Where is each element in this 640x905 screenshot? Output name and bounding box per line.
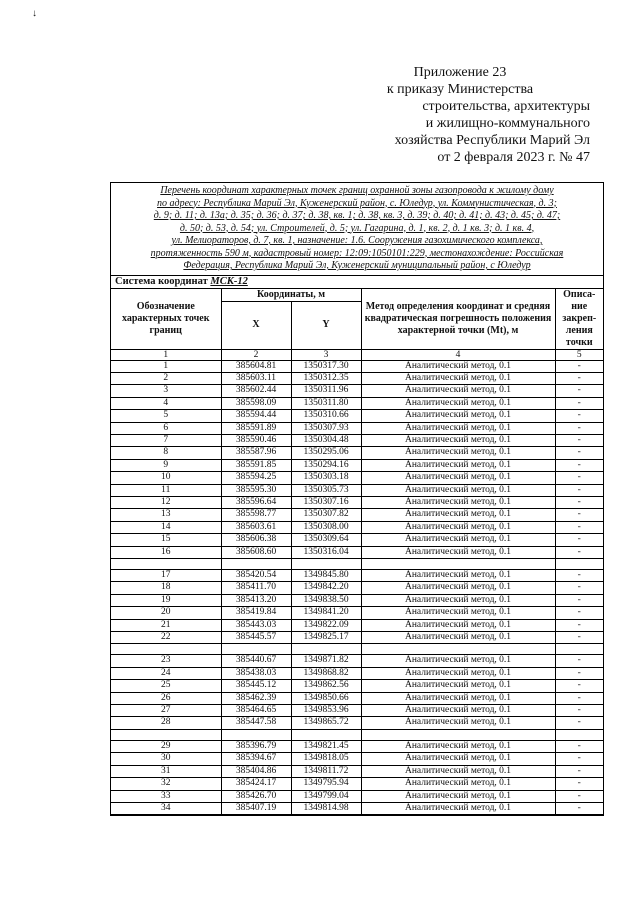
method-cell: Аналитический метод, 0.1 [361, 534, 555, 546]
y-coord-cell: 1350308.00 [291, 521, 361, 533]
method-cell: Аналитический метод, 0.1 [361, 434, 555, 446]
table-row [111, 397, 603, 409]
empty-cell [291, 644, 361, 655]
empty-cell [361, 559, 555, 570]
table-row [111, 410, 603, 422]
description-cell: - [555, 607, 603, 619]
y-coord-cell: 1350307.82 [291, 509, 361, 521]
table-row [111, 484, 603, 496]
col-description-header: Описа-ние закреп-ления точки [555, 289, 603, 350]
x-coord-cell: 385594.25 [221, 472, 291, 484]
x-coord-cell: 385598.77 [221, 509, 291, 521]
method-cell: Аналитический метод, 0.1 [361, 619, 555, 631]
description-cell: - [555, 778, 603, 790]
empty-cell [361, 729, 555, 740]
coordinate-system-value: МСК-12 [210, 275, 248, 287]
x-coord-cell: 385462.39 [221, 692, 291, 704]
col-point-header: Обозначение характерных точек границ [111, 289, 221, 350]
table-row [111, 765, 603, 777]
column-number: 1 [111, 349, 221, 360]
description-cell: - [555, 372, 603, 384]
method-cell: Аналитический метод, 0.1 [361, 655, 555, 667]
group-separator-row [111, 644, 603, 655]
col-coords-header: Координаты, м [221, 289, 361, 302]
point-id-cell: 1 [111, 360, 221, 372]
point-id-cell: 21 [111, 619, 221, 631]
x-coord-cell: 385413.20 [221, 594, 291, 606]
empty-cell [555, 729, 603, 740]
method-cell: Аналитический метод, 0.1 [361, 484, 555, 496]
appendix-line: от 2 февраля 2023 г. № 47 [437, 150, 590, 165]
point-id-cell: 3 [111, 385, 221, 397]
x-coord-cell: 385590.46 [221, 434, 291, 446]
list-title-line: Федерация, Республика Марий Эл, Куженерский муниципальный район, с Юледур [183, 260, 531, 271]
table-row [111, 534, 603, 546]
table-row [111, 385, 603, 397]
method-cell: Аналитический метод, 0.1 [361, 582, 555, 594]
description-cell: - [555, 717, 603, 729]
y-coord-cell: 1349842.20 [291, 582, 361, 594]
point-id-cell: 22 [111, 632, 221, 644]
coordinates-table [111, 289, 603, 816]
description-cell: - [555, 655, 603, 667]
x-coord-cell: 385606.38 [221, 534, 291, 546]
point-id-cell: 31 [111, 765, 221, 777]
x-coord-cell: 385602.44 [221, 385, 291, 397]
x-coord-cell: 385419.84 [221, 607, 291, 619]
x-coord-cell: 385447.58 [221, 717, 291, 729]
x-coord-cell: 385603.11 [221, 372, 291, 384]
table-row [111, 632, 603, 644]
method-cell: Аналитический метод, 0.1 [361, 594, 555, 606]
point-id-cell: 17 [111, 570, 221, 582]
x-coord-cell: 385440.67 [221, 655, 291, 667]
table-row [111, 655, 603, 667]
col-method-header: Метод определения координат и средняя квадратическая погрешность положения характерной точки (Mt), м [361, 289, 555, 350]
point-id-cell: 27 [111, 705, 221, 717]
x-coord-cell: 385587.96 [221, 447, 291, 459]
description-cell: - [555, 410, 603, 422]
method-cell: Аналитический метод, 0.1 [361, 753, 555, 765]
group-separator-row [111, 559, 603, 570]
point-id-cell: 13 [111, 509, 221, 521]
y-coord-cell: 1349795.94 [291, 778, 361, 790]
description-cell: - [555, 434, 603, 446]
method-cell: Аналитический метод, 0.1 [361, 410, 555, 422]
description-cell: - [555, 397, 603, 409]
y-coord-cell: 1349871.82 [291, 655, 361, 667]
description-cell: - [555, 459, 603, 471]
table-row [111, 509, 603, 521]
point-id-cell: 26 [111, 692, 221, 704]
y-coord-cell: 1350295.06 [291, 447, 361, 459]
y-coord-cell: 1350294.16 [291, 459, 361, 471]
method-cell: Аналитический метод, 0.1 [361, 717, 555, 729]
column-number: 3 [291, 349, 361, 360]
column-number: 2 [221, 349, 291, 360]
empty-cell [221, 729, 291, 740]
description-cell: - [555, 385, 603, 397]
y-coord-cell: 1350317.30 [291, 360, 361, 372]
point-id-cell: 16 [111, 546, 221, 558]
list-title-line: Перечень координат характерных точек границ охранной зоны газопровода к жилому дому [160, 185, 554, 196]
y-coord-cell: 1349868.82 [291, 667, 361, 679]
point-id-cell: 28 [111, 717, 221, 729]
description-cell: - [555, 447, 603, 459]
description-cell: - [555, 496, 603, 508]
x-coord-cell: 385396.79 [221, 740, 291, 752]
x-coord-cell: 385424.17 [221, 778, 291, 790]
point-id-cell: 30 [111, 753, 221, 765]
appendix-line: строительства, архитектуры [422, 99, 590, 114]
y-coord-cell: 1350316.04 [291, 546, 361, 558]
table-row [111, 434, 603, 446]
empty-cell [111, 729, 221, 740]
list-title-line: по адресу: Республика Марий Эл, Куженерский район, с. Юледур, ул. Коммунистическая, д. 3; [157, 197, 557, 209]
description-cell: - [555, 582, 603, 594]
method-cell: Аналитический метод, 0.1 [361, 521, 555, 533]
x-coord-cell: 385411.70 [221, 582, 291, 594]
coordinate-system-label: Система координат [115, 275, 208, 287]
empty-cell [221, 559, 291, 570]
method-cell: Аналитический метод, 0.1 [361, 705, 555, 717]
y-coord-cell: 1349818.05 [291, 753, 361, 765]
table-row [111, 790, 603, 802]
point-id-cell: 34 [111, 802, 221, 814]
point-id-cell: 7 [111, 434, 221, 446]
point-id-cell: 19 [111, 594, 221, 606]
point-id-cell: 15 [111, 534, 221, 546]
method-cell: Аналитический метод, 0.1 [361, 790, 555, 802]
y-coord-cell: 1349825.17 [291, 632, 361, 644]
y-coord-cell: 1349853.96 [291, 705, 361, 717]
x-coord-cell: 385407.19 [221, 802, 291, 814]
list-title-line: д. 9; д. 11; д. 13а; д. 35; д. 36; д. 37; д. 38, кв. 1; д. 38, кв. 3, д. 39; д. 40; д. 41; д. 43; д. 45; д. 47; [153, 210, 561, 221]
table-row [111, 496, 603, 508]
table-row [111, 667, 603, 679]
description-cell: - [555, 594, 603, 606]
point-id-cell: 5 [111, 410, 221, 422]
group-separator-row [111, 729, 603, 740]
table-row [111, 521, 603, 533]
y-coord-cell: 1349814.98 [291, 802, 361, 814]
method-cell: Аналитический метод, 0.1 [361, 472, 555, 484]
appendix-block [330, 64, 590, 166]
table-body [111, 349, 603, 815]
y-coord-cell: 1350305.73 [291, 484, 361, 496]
description-cell: - [555, 802, 603, 814]
description-cell: - [555, 360, 603, 372]
appendix-line: Приложение 23 [413, 65, 507, 80]
y-coord-cell: 1350303.18 [291, 472, 361, 484]
y-coord-cell: 1349799.04 [291, 790, 361, 802]
description-cell: - [555, 521, 603, 533]
description-cell: - [555, 765, 603, 777]
point-id-cell: 4 [111, 397, 221, 409]
point-id-cell: 20 [111, 607, 221, 619]
col-x-header: X [221, 301, 291, 349]
x-coord-cell: 385608.60 [221, 546, 291, 558]
corner-mark: ↓ [32, 8, 37, 19]
list-title-line: протяженность 590 м, кадастровый номер: 12:09:1050101:229, местонахождение: Российская [150, 247, 564, 259]
y-coord-cell: 1350309.64 [291, 534, 361, 546]
description-cell: - [555, 740, 603, 752]
method-cell: Аналитический метод, 0.1 [361, 397, 555, 409]
y-coord-cell: 1349811.72 [291, 765, 361, 777]
y-coord-cell: 1350307.16 [291, 496, 361, 508]
appendix-line: к приказу Министерства [386, 82, 534, 97]
empty-cell [291, 559, 361, 570]
table-row [111, 422, 603, 434]
table-row [111, 459, 603, 471]
empty-cell [555, 644, 603, 655]
point-id-cell: 10 [111, 472, 221, 484]
table-row [111, 546, 603, 558]
table-row [111, 717, 603, 729]
appendix-line: и жилищно-коммунального [425, 116, 590, 131]
point-id-cell: 23 [111, 655, 221, 667]
description-cell: - [555, 753, 603, 765]
point-id-cell: 25 [111, 680, 221, 692]
x-coord-cell: 385591.85 [221, 459, 291, 471]
x-coord-cell: 385594.44 [221, 410, 291, 422]
point-id-cell: 32 [111, 778, 221, 790]
y-coord-cell: 1349822.09 [291, 619, 361, 631]
empty-cell [555, 559, 603, 570]
table-row [111, 753, 603, 765]
y-coord-cell: 1349862.56 [291, 680, 361, 692]
point-id-cell: 2 [111, 372, 221, 384]
method-cell: Аналитический метод, 0.1 [361, 740, 555, 752]
y-coord-cell: 1349850.66 [291, 692, 361, 704]
table-row [111, 740, 603, 752]
table-row [111, 372, 603, 384]
empty-cell [221, 644, 291, 655]
x-coord-cell: 385596.64 [221, 496, 291, 508]
y-coord-cell: 1349838.50 [291, 594, 361, 606]
description-cell: - [555, 790, 603, 802]
description-cell: - [555, 546, 603, 558]
point-id-cell: 18 [111, 582, 221, 594]
description-cell: - [555, 692, 603, 704]
description-cell: - [555, 680, 603, 692]
x-coord-cell: 385445.12 [221, 680, 291, 692]
x-coord-cell: 385404.86 [221, 765, 291, 777]
table-row [111, 570, 603, 582]
point-id-cell: 11 [111, 484, 221, 496]
table-row [111, 582, 603, 594]
description-cell: - [555, 534, 603, 546]
table-row [111, 360, 603, 372]
point-id-cell: 14 [111, 521, 221, 533]
table-row [111, 692, 603, 704]
description-cell: - [555, 619, 603, 631]
table-row [111, 594, 603, 606]
description-cell: - [555, 422, 603, 434]
table-row [111, 802, 603, 814]
y-coord-cell: 1350310.66 [291, 410, 361, 422]
method-cell: Аналитический метод, 0.1 [361, 667, 555, 679]
y-coord-cell: 1350311.80 [291, 397, 361, 409]
description-cell: - [555, 484, 603, 496]
empty-cell [111, 644, 221, 655]
method-cell: Аналитический метод, 0.1 [361, 372, 555, 384]
coordinates-frame [110, 182, 604, 816]
x-coord-cell: 385595.30 [221, 484, 291, 496]
list-title [111, 183, 603, 276]
point-id-cell: 8 [111, 447, 221, 459]
table-row [111, 472, 603, 484]
description-cell: - [555, 705, 603, 717]
method-cell: Аналитический метод, 0.1 [361, 607, 555, 619]
y-coord-cell: 1350312.35 [291, 372, 361, 384]
x-coord-cell: 385426.70 [221, 790, 291, 802]
y-coord-cell: 1349865.72 [291, 717, 361, 729]
description-cell: - [555, 570, 603, 582]
x-coord-cell: 385598.09 [221, 397, 291, 409]
empty-cell [111, 559, 221, 570]
method-cell: Аналитический метод, 0.1 [361, 802, 555, 814]
y-coord-cell: 1349841.20 [291, 607, 361, 619]
method-cell: Аналитический метод, 0.1 [361, 496, 555, 508]
x-coord-cell: 385604.81 [221, 360, 291, 372]
method-cell: Аналитический метод, 0.1 [361, 778, 555, 790]
point-id-cell: 24 [111, 667, 221, 679]
table-row [111, 447, 603, 459]
point-id-cell: 33 [111, 790, 221, 802]
y-coord-cell: 1350307.93 [291, 422, 361, 434]
appendix-line: хозяйства Республики Марий Эл [394, 133, 590, 148]
method-cell: Аналитический метод, 0.1 [361, 546, 555, 558]
x-coord-cell: 385438.03 [221, 667, 291, 679]
coordinate-system [111, 276, 603, 289]
x-coord-cell: 385445.57 [221, 632, 291, 644]
x-coord-cell: 385591.89 [221, 422, 291, 434]
method-cell: Аналитический метод, 0.1 [361, 447, 555, 459]
method-cell: Аналитический метод, 0.1 [361, 459, 555, 471]
x-coord-cell: 385443.03 [221, 619, 291, 631]
empty-cell [361, 644, 555, 655]
method-cell: Аналитический метод, 0.1 [361, 570, 555, 582]
method-cell: Аналитический метод, 0.1 [361, 422, 555, 434]
column-number: 5 [555, 349, 603, 360]
description-cell: - [555, 632, 603, 644]
x-coord-cell: 385464.65 [221, 705, 291, 717]
table-row [111, 680, 603, 692]
x-coord-cell: 385394.67 [221, 753, 291, 765]
description-cell: - [555, 472, 603, 484]
point-id-cell: 12 [111, 496, 221, 508]
point-id-cell: 29 [111, 740, 221, 752]
column-number-row [111, 349, 603, 360]
method-cell: Аналитический метод, 0.1 [361, 509, 555, 521]
method-cell: Аналитический метод, 0.1 [361, 680, 555, 692]
point-id-cell: 9 [111, 459, 221, 471]
method-cell: Аналитический метод, 0.1 [361, 765, 555, 777]
table-row [111, 705, 603, 717]
x-coord-cell: 385603.61 [221, 521, 291, 533]
description-cell: - [555, 509, 603, 521]
y-coord-cell: 1350304.48 [291, 434, 361, 446]
method-cell: Аналитический метод, 0.1 [361, 692, 555, 704]
table-row [111, 619, 603, 631]
col-y-header: Y [291, 301, 361, 349]
table-row [111, 607, 603, 619]
point-id-cell: 6 [111, 422, 221, 434]
table-row [111, 778, 603, 790]
list-title-line: д. 50; д. 53, д. 54; ул. Строителей, д. 5; ул. Гагарина, д. 1, кв. 2, д. 1 кв. 3; д. 1 кв. 4, [179, 222, 535, 234]
y-coord-cell: 1349845.80 [291, 570, 361, 582]
y-coord-cell: 1350311.96 [291, 385, 361, 397]
description-cell: - [555, 667, 603, 679]
empty-cell [291, 729, 361, 740]
method-cell: Аналитический метод, 0.1 [361, 385, 555, 397]
column-number: 4 [361, 349, 555, 360]
list-title-line: ул. Мелиораторов, д. 7, кв. 1, назначение: 1.6. Сооружения газохимического комплекса, [171, 235, 543, 246]
x-coord-cell: 385420.54 [221, 570, 291, 582]
method-cell: Аналитический метод, 0.1 [361, 360, 555, 372]
y-coord-cell: 1349821.45 [291, 740, 361, 752]
method-cell: Аналитический метод, 0.1 [361, 632, 555, 644]
